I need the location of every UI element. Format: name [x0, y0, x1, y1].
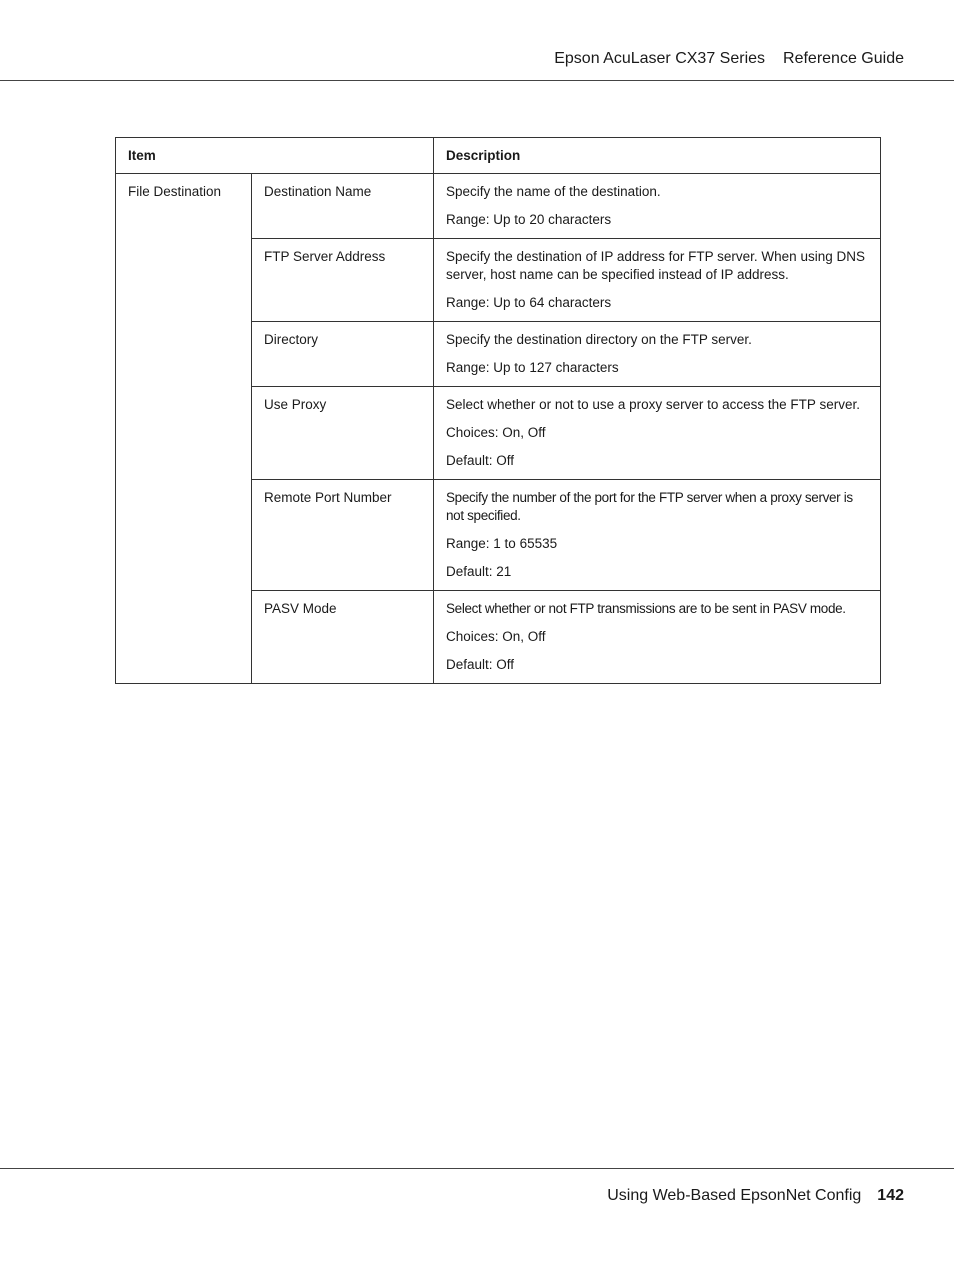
- item-description: [434, 480, 881, 591]
- item-description: [434, 387, 881, 480]
- description-line: Range: Up to 20 characters: [446, 212, 612, 227]
- item-description: [434, 591, 881, 684]
- description-line: Range: Up to 127 characters: [446, 360, 619, 375]
- item-name: Destination Name: [252, 174, 434, 239]
- table-header-row: [116, 138, 881, 174]
- description-line: Default: Off: [446, 657, 515, 672]
- description-line: Specify the number of the port for the FTP server when a proxy server is not specified.: [446, 490, 853, 523]
- item-description: [434, 239, 881, 322]
- page-footer: [0, 1168, 954, 1204]
- item-description: [434, 174, 881, 239]
- description-line: Default: 21: [446, 564, 512, 579]
- item-name: Use Proxy: [252, 387, 434, 480]
- description-line: Select whether or not to use a proxy server to access the FTP server.: [446, 397, 860, 412]
- page-number: 142: [877, 1187, 904, 1204]
- description-line: Specify the name of the destination.: [446, 184, 661, 199]
- product-name: Epson AcuLaser CX37 Series: [554, 50, 766, 67]
- column-header-item: Item: [116, 138, 434, 174]
- item-name: Directory: [252, 322, 434, 387]
- footer-text: [607, 1187, 904, 1205]
- description-line: Choices: On, Off: [446, 629, 546, 644]
- description-line: Specify the destination of IP address for FTP server. When using DNS server, host name can be specified instead of IP address.: [446, 249, 865, 282]
- table-row: [116, 174, 881, 239]
- description-line: Default: Off: [446, 453, 515, 468]
- item-name: PASV Mode: [252, 591, 434, 684]
- settings-table: [115, 137, 881, 684]
- guide-title: Reference Guide: [783, 50, 904, 67]
- description-line: Select whether or not FTP transmissions are to be sent in PASV mode.: [446, 601, 846, 616]
- item-name: Remote Port Number: [252, 480, 434, 591]
- page-header: [0, 0, 954, 81]
- description-line: Range: Up to 64 characters: [446, 295, 612, 310]
- item-name: FTP Server Address: [252, 239, 434, 322]
- header-text: [554, 50, 904, 68]
- section-title: Using Web-Based EpsonNet Config: [607, 1187, 862, 1204]
- description-line: Range: 1 to 65535: [446, 536, 558, 551]
- description-line: Specify the destination directory on the FTP server.: [446, 332, 752, 347]
- item-description: [434, 322, 881, 387]
- group-cell: File Destination: [116, 174, 252, 684]
- column-header-description: Description: [434, 138, 881, 174]
- description-line: Choices: On, Off: [446, 425, 546, 440]
